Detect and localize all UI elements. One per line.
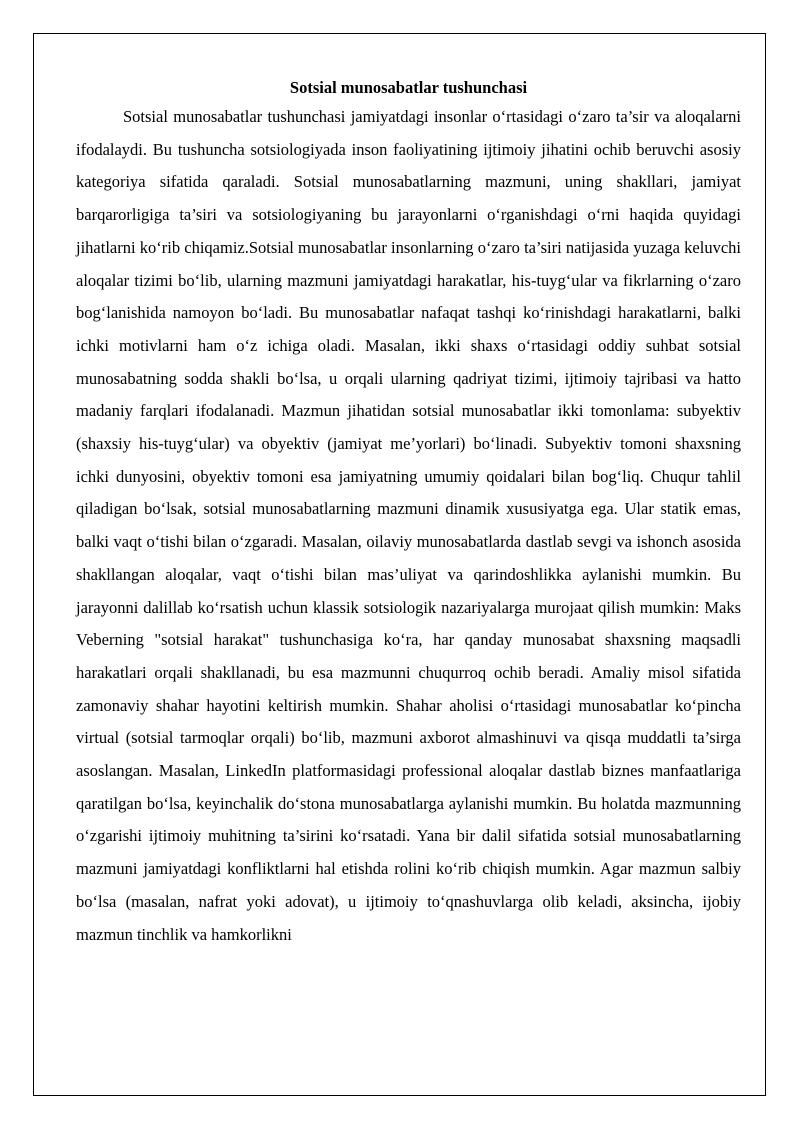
body-paragraph: Sotsial munosabatlar tushunchasi jamiyatdagi insonlar o‘rtasidagi o‘zaro ta’sir va aloqalarni ifodalaydi. Bu tushuncha sotsiologiyada inson faoliyatining ijtimoiy jihatini ochib beruvchi asosiy kategoriya sifatida qaraladi. Sotsial munosabatlarning mazmuni, uning shakllari, jamiyat barqarorligiga ta’siri va sotsiologiyaning bu jarayonlarni o‘rganishdagi o‘rni haqida quyidagi jihatlarni ko‘rib chiqamiz.Sotsial munosabatlar insonlarning o‘zaro ta’siri natijasida yuzaga keluvchi aloqalar tizimi bo‘lib, ularning mazmuni jamiyatdagi harakatlar, his-tuyg‘ular va fikrlarning o‘zaro bog‘lanishida namoyon bo‘ladi. Bu munosabatlar nafaqat tashqi ko‘rinishdagi harakatlarni, balki ichki motivlarni ham o‘z ichiga oladi. Masalan, ikki shaxs o‘rtasidagi oddiy suhbat sotsial munosabatning sodda shakli bo‘lsa, u orqali ularning qadriyat tizimi, ijtimoiy tajribasi va hatto madaniy farqlari ifodalanadi. Mazmun jihatidan sotsial munosabatlar ikki tomonlama: subyektiv (shaxsiy his-tuyg‘ular) va obyektiv (jamiyat me’yorlari) bo‘linadi. Subyektiv tomoni shaxsning ichki dunyosini, obyektiv tomoni esa jamiyatning umumiy qoidalari bilan bog‘liq. Chuqur tahlil qiladigan bo‘lsak, sotsial munosabatlarning mazmuni dinamik xususiyatga ega. Ular statik emas, balki vaqt o‘tishi bilan o‘zgaradi. Masalan, oilaviy munosabatlarda dastlab sevgi va ishonch asosida shakllangan aloqalar, vaqt o‘tishi bilan mas’uliyat va qarindoshlikka aylanishi mumkin. Bu jarayonni dalillab ko‘rsatish uchun klassik sotsiologik nazariyalarga murojaat qilish mumkin: Maks Veberning "sotsial harakat" tushunchasiga ko‘ra, har qanday munosabat shaxsning maqsadli harakatlari orqali shakllanadi, bu esa mazmunni chuqurroq ochib beradi. Amaliy misol sifatida zamonaviy shahar hayotini keltirish mumkin. Shahar aholisi o‘rtasidagi munosabatlar ko‘pincha virtual (sotsial tarmoqlar orqali) bo‘lib, mazmuni axborot almashinuvi va qisqa muddatli ta’sirga asoslangan. Masalan, LinkedIn platformasidagi professional aloqalar dastlab biznes manfaatlariga qaratilgan bo‘lsa, keyinchalik do‘stona munosabatlarga aylanishi mumkin. Bu holatda mazmunning o‘zgarishi ijtimoiy muhitning ta’sirini ko‘rsatadi. Yana bir dalil sifatida sotsial munosabatlarning mazmuni jamiyatdagi konfliktlarni hal etishda rolini ko‘rib chiqish mumkin. Agar mazmun salbiy bo‘lsa (masalan, nafrat yoki adovat), u ijtimoiy to‘qnashuvlarga olib keladi, aksincha, ijobiy mazmun tinchlik va hamkorlikni [76,107,741,944]
document-title: Sotsial munosabatlar tushunchasi [289,78,528,97]
document-content [76,75,741,951]
